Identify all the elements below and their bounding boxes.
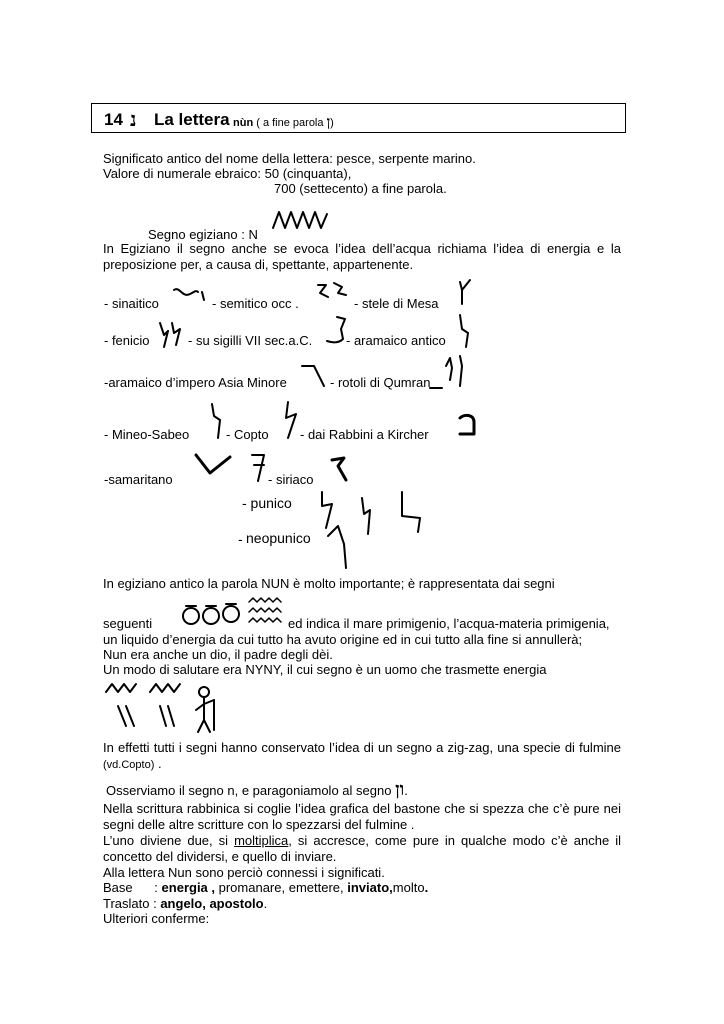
label-neopunico: neopunico: [246, 530, 311, 546]
ulteriori-conferme: Ulteriori conferme:: [103, 911, 210, 926]
base-end: .: [424, 880, 429, 895]
base-line: [103, 880, 428, 896]
glyph-siriaco: [328, 454, 350, 484]
zigzag-end: .: [157, 756, 162, 771]
meanings-intro: Alla lettera Nun sono perciò connessi i significati.: [103, 865, 385, 880]
intro-numeral: Valore di numerale ebraico: 50 (cinquanta),: [103, 166, 352, 181]
title-box: [91, 103, 626, 133]
multiply-paragraph: [103, 833, 621, 865]
glyph-samaritano-2: [250, 451, 268, 483]
glyph-fenicio: [158, 321, 182, 351]
multiply-text-b: , si accresce, come pure in qualche modo c’è anche il concetto del dividersi, e quello di inviare.: [103, 833, 621, 864]
neopunico-prefix: -: [238, 531, 243, 547]
label-copto: - Copto: [226, 427, 269, 442]
compare-end: .: [404, 783, 408, 798]
nun-seguenti: seguenti: [103, 616, 153, 631]
label-rabbini: - dai Rabbini a Kircher: [300, 427, 429, 442]
label-aramaico-impero: -aramaico d’impero Asia Minore: [104, 375, 287, 390]
nun-paragraph-line1: In egiziano antico la parola NUN è molto importante; è rappresentata dai segni: [103, 576, 555, 591]
nyny-glyph: [104, 680, 224, 736]
rabbinic-paragraph: Nella scrittura rabbinica si coglie l’idea grafica del bastone che si spezza che c’è pure nei segni delle altre scritture con lo spezzarsi del fulmine .: [103, 801, 621, 832]
base-inviato: inviato,: [343, 880, 393, 895]
nyny-paragraph: Un modo di salutare era NYNY, il cui segno è un uomo che trasmette energia: [103, 662, 547, 677]
glyph-semitico: [316, 281, 350, 303]
traslato-line: [103, 896, 267, 912]
label-mineo: - Mineo-Sabeo: [104, 427, 190, 442]
glyph-qumran: [428, 352, 468, 392]
multiply-underlined: moltiplica: [234, 833, 289, 848]
zigzag-paragraph: [103, 740, 621, 773]
label-siriaco: - siriaco: [268, 472, 314, 487]
intro-meaning: Significato antico del nome della lettera: pesce, serpente marino.: [103, 151, 476, 166]
glyph-aramaico-impero: [300, 362, 326, 390]
base-energia: energia ,: [161, 880, 216, 895]
hebrew-final-letter: ן: [326, 114, 331, 130]
letter-name: nùn: [233, 117, 254, 129]
glyph-neopunico: [324, 522, 352, 570]
glyph-samaritano: [192, 451, 240, 479]
traslato-label: Traslato :: [103, 896, 157, 911]
base-molto: molto: [392, 880, 425, 895]
glyph-sinaitico: [172, 286, 208, 304]
label-semitico: - semitico occ .: [212, 296, 299, 311]
egyptian-sign-label: Segno egiziano : N: [148, 227, 258, 242]
compare-hebrew: ון: [395, 779, 405, 800]
compare-paragraph: [106, 779, 408, 800]
label-qumran: - rotoli di Qumran: [330, 375, 431, 390]
glyph-stele: [456, 278, 472, 306]
base-promanare: promanare, emettere,: [215, 880, 344, 895]
glyph-aramaico-antico: [456, 313, 472, 349]
compare-text: Osserviamo il segno n, e paragoniamolo al segno: [106, 783, 392, 798]
zigzag-text: In effetti tutti i segni hanno conservato l’idea di un segno a zig-zag, una specie di fulmine: [103, 740, 621, 755]
label-fenicio: - fenicio: [104, 333, 150, 348]
egyptian-water-glyph: [271, 208, 331, 232]
nun-paragraph-rest: ed indica il mare primigenio, l’acqua-materia primigenia,: [288, 616, 610, 631]
letter-number: 14: [104, 110, 123, 129]
zigzag-note: (vd.Copto): [103, 759, 155, 771]
end-form-suffix: ): [330, 117, 334, 129]
nun-paragraph-line4: Nun era anche un dio, il padre degli dèi.: [103, 647, 333, 662]
glyph-mineo: [208, 402, 226, 440]
label-aramaico-antico: - aramaico antico: [346, 333, 446, 348]
multiply-text-a: L’uno diviene due, si: [103, 833, 229, 848]
base-label: Base :: [103, 880, 158, 895]
nun-paragraph-line3: un liquido d’energia da cui tutto ha avuto origine ed in cui tutto alla fine si annullerà;: [103, 632, 583, 647]
label-sinaitico: - sinaitico: [104, 296, 159, 311]
end-form-prefix: ( a fine parola: [256, 117, 324, 129]
traslato-value: angelo, apostolo: [160, 896, 264, 911]
glyph-copto: [282, 400, 300, 440]
hebrew-letter: נ: [130, 107, 137, 131]
label-samaritano: -samaritano: [104, 472, 173, 487]
letter-name-line: [233, 114, 334, 131]
glyph-rabbini: [456, 412, 480, 440]
label-punico: - punico: [242, 495, 292, 511]
egyptian-nun-signs: [181, 596, 289, 630]
page-title: La lettera: [154, 110, 230, 129]
intro-numeral-final: 700 (settecento) a fine parola.: [274, 181, 447, 196]
label-stele: - stele di Mesa: [354, 296, 439, 311]
label-sigilli: - su sigilli VII sec.a.C.: [188, 333, 313, 348]
egyptian-paragraph: In Egiziano il segno anche se evoca l’idea dell’acqua richiama l’idea di energia e la preposizione per, a causa di, spettante, appartenente.: [103, 241, 621, 272]
traslato-end: .: [263, 896, 268, 911]
